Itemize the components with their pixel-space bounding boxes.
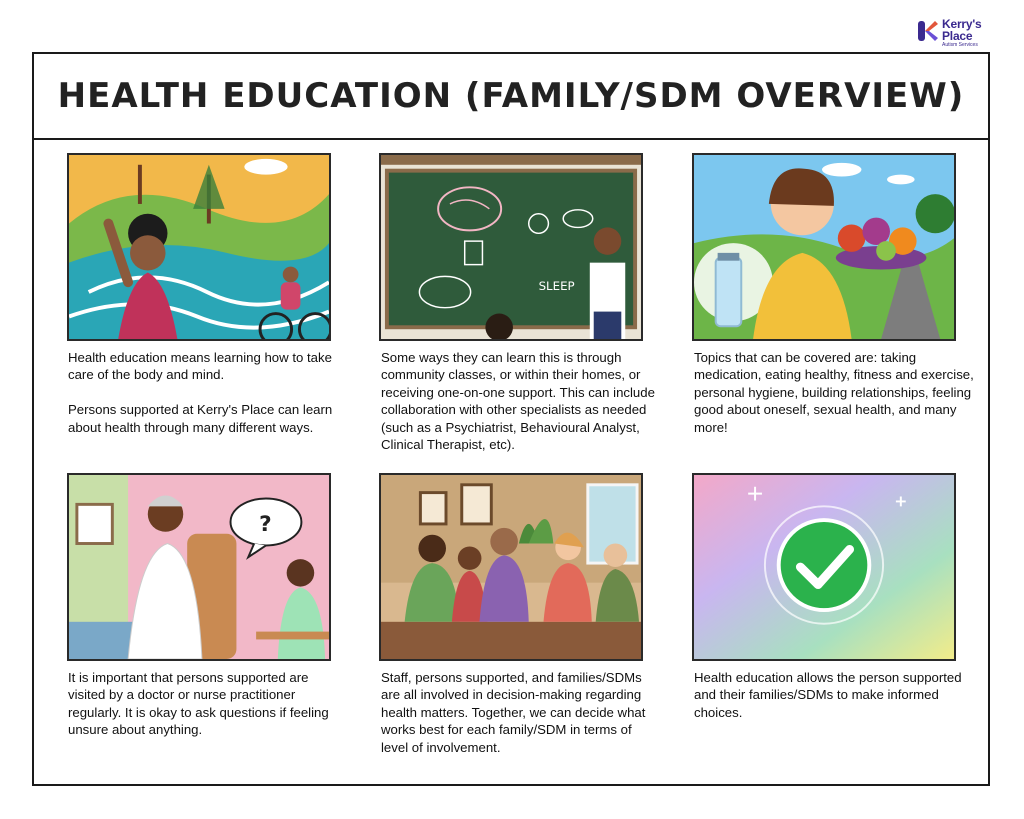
caption-6: Health education allows the person supported and their families/SDMs to make informed choices.	[694, 670, 962, 720]
illustration-chalkboard	[379, 153, 643, 341]
illustration-healthy-food	[692, 153, 956, 341]
chalk-word-sleep: SLEEP	[538, 279, 575, 294]
question-mark: ?	[259, 511, 272, 537]
caption-3: Topics that can be covered are: taking medication, eating healthy, fitness and exercise, personal hygiene, building relationships, feeling good about oneself, sexual health, and many more!	[694, 350, 974, 435]
illustration-group-meeting	[379, 473, 643, 661]
logo-line1: Kerry's	[942, 17, 982, 31]
logo-line3: Autism Services	[942, 42, 978, 48]
kerrys-place-logo	[918, 18, 998, 50]
illustration-doctor-visit	[67, 473, 331, 661]
title-bar	[34, 54, 988, 140]
caption-4: It is important that persons supported are visited by a doctor or nurse practitioner regularly. It is okay to ask questions if feeling unsure about anything.	[68, 670, 329, 738]
kp-logo-icon	[918, 20, 938, 42]
page-title: HEALTH EDUCATION (FAMILY/SDM OVERVIEW)	[57, 76, 965, 116]
caption-5: Staff, persons supported, and families/SDMs are all involved in decision-making regarding health matters. Together, we can decide what works best for each family/SDM in terms of level of involvement.	[381, 670, 646, 755]
logo-line2: Place	[942, 29, 973, 43]
illustration-checkmark	[692, 473, 956, 661]
caption-2: Some ways they can learn this is through community classes, or within their homes, or receiving one-on-one support. This can include collaboration with other specialists as needed (such as a Psychiatrist, Behavioural Analyst, Clinical Therapist, etc).	[381, 350, 655, 453]
logo-text	[942, 18, 981, 48]
illustration-river-wave	[67, 153, 331, 341]
caption-1: Health education means learning how to take care of the body and mind. Persons supported at Kerry's Place can learn about health through many different ways.	[68, 350, 333, 435]
